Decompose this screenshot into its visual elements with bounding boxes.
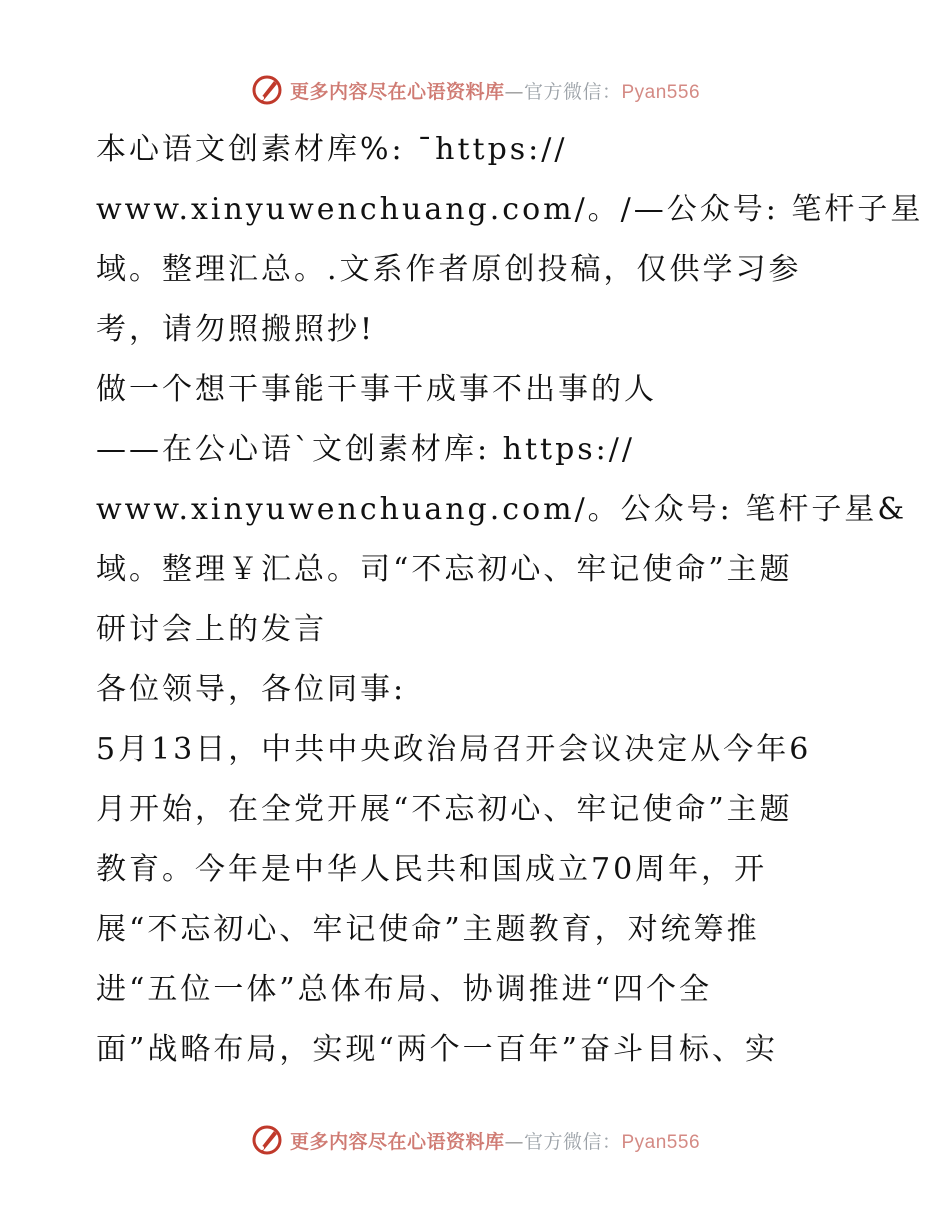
banner-text bbox=[290, 77, 700, 104]
text-line: 域。整理￥汇总。司“不忘初心、牢记使命”主题 bbox=[96, 552, 793, 587]
paragraph-subtitle bbox=[96, 420, 908, 660]
banner-wechat-id: Pyan556 bbox=[621, 81, 701, 103]
pen-circle-logo-icon bbox=[250, 1123, 284, 1157]
pen-circle-logo-icon bbox=[250, 73, 284, 107]
text-line: 考，请勿照搬照抄! bbox=[96, 312, 376, 347]
footer-banner bbox=[0, 1120, 950, 1160]
document-body bbox=[96, 120, 924, 1080]
banner-wechat-id: Pyan556 bbox=[621, 1131, 701, 1153]
text-line: 教育。今年是中华人民共和国成立70周年，开 bbox=[96, 852, 768, 887]
text-line: www.xinyuwenchuang.com/。/—公众号: 笔杆子星 bbox=[96, 192, 924, 227]
paragraph-title bbox=[96, 360, 856, 420]
banner-text bbox=[290, 1127, 700, 1154]
text-line: 进“五位一体”总体布局、协调推进“四个全 bbox=[96, 972, 713, 1007]
banner-content bbox=[250, 73, 700, 107]
banner-dash: — bbox=[504, 80, 524, 103]
banner-wechat-label: 官方微信： bbox=[523, 1130, 622, 1153]
paragraph-body-paragraph-1 bbox=[96, 720, 856, 1080]
text-line: 月开始，在全党开展“不忘初心、牢记使命”主题 bbox=[96, 792, 793, 827]
banner-wechat-label: 官方微信： bbox=[523, 80, 622, 103]
text-line: ——在公心语`文创素材库: https:// bbox=[96, 432, 635, 467]
text-line: 面”战略布局，实现“两个一百年”奋斗目标、实 bbox=[96, 1032, 779, 1067]
text-line: 研讨会上的发言 bbox=[96, 612, 327, 647]
text-line: 做一个想干事能干事干成事不出事的人 bbox=[96, 372, 657, 407]
text-line: www.xinyuwenchuang.com/。公众号: 笔杆子星& bbox=[96, 492, 908, 527]
banner-content bbox=[250, 1123, 700, 1157]
paragraph-intro-source bbox=[96, 120, 924, 360]
text-line: 本心语文创素材库%: ¯https:// bbox=[96, 132, 568, 167]
banner-site-text: 更多内容尽在心语资料库 bbox=[289, 80, 505, 103]
banner-site-text: 更多内容尽在心语资料库 bbox=[289, 1130, 505, 1153]
text-line: 各位领导，各位同事: bbox=[96, 672, 407, 707]
text-line: 展“不忘初心、牢记使命”主题教育，对统筹推 bbox=[96, 912, 760, 947]
header-banner bbox=[0, 70, 950, 110]
banner-dash: — bbox=[504, 1130, 524, 1153]
paragraph-salutation bbox=[96, 660, 856, 720]
text-line: 5月13日，中共中央政治局召开会议决定从今年6 bbox=[96, 732, 812, 767]
text-line: 域。整理汇总。.文系作者原创投稿，仅供学习参 bbox=[96, 252, 802, 287]
